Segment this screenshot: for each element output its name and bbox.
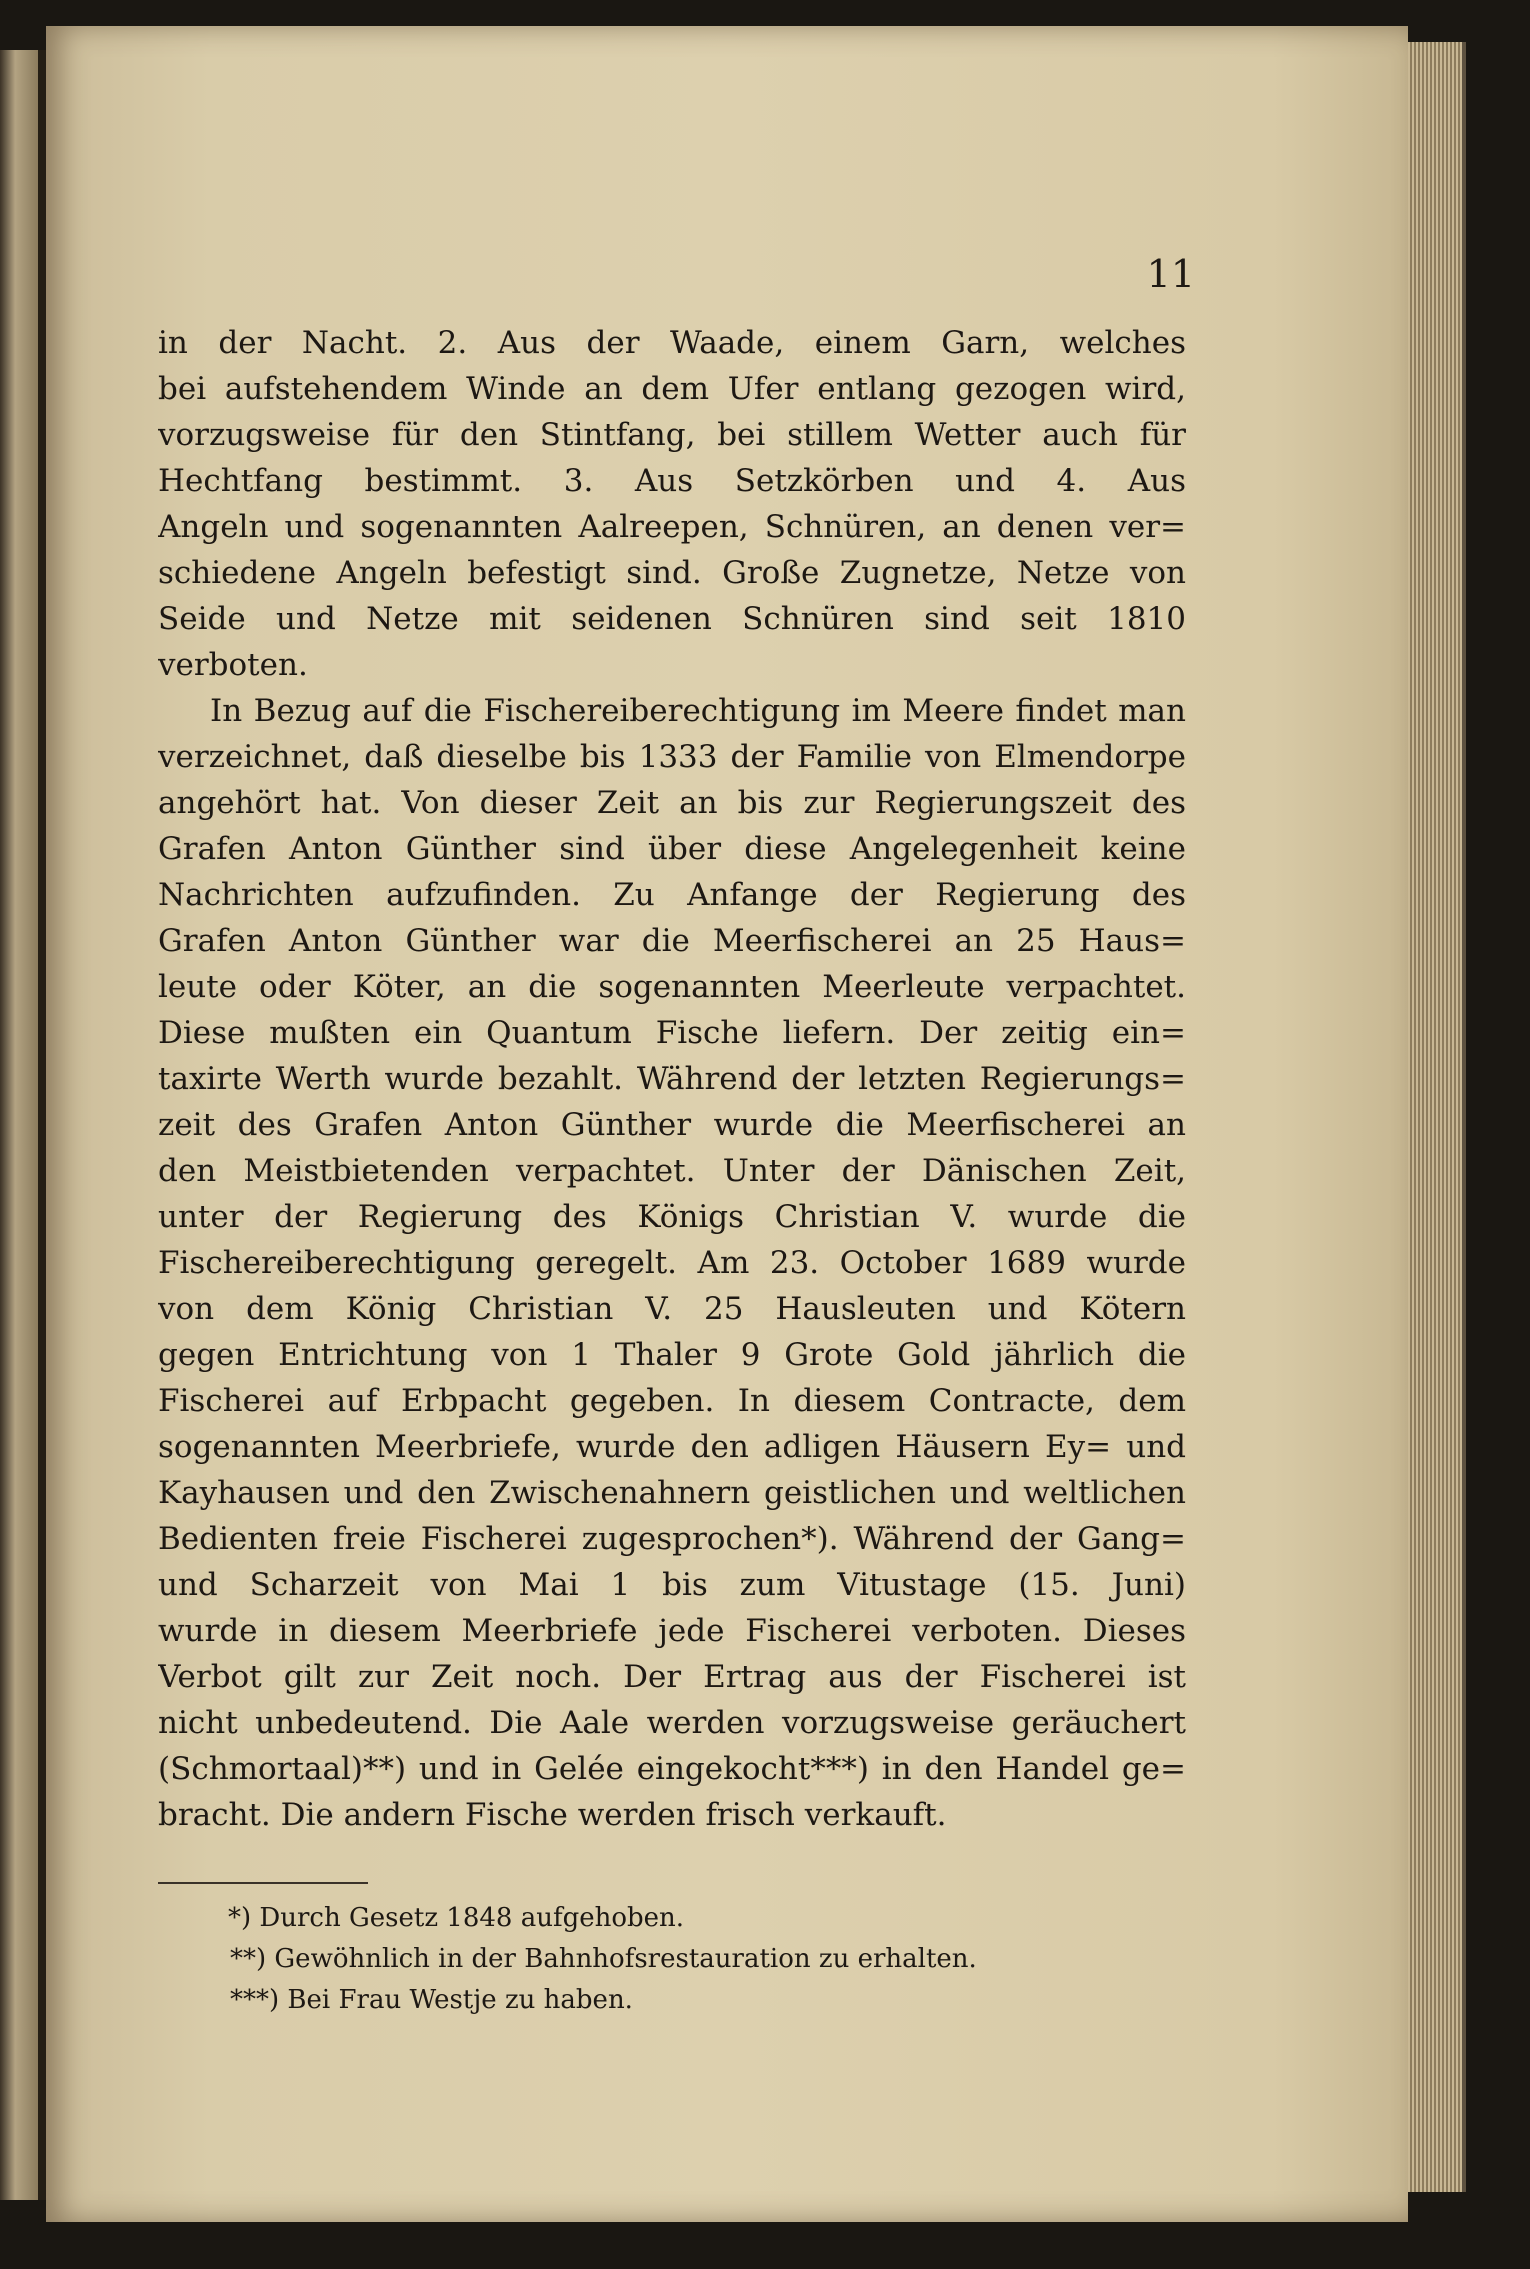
page-number: 11 (1146, 252, 1195, 296)
footnote: **) Gewöhnlich in der Bahnhofsrestauration zu erhalten. (230, 1944, 977, 1974)
text-line: verboten. (158, 647, 308, 683)
text-line: Nachrichten aufzufinden. Zu Anfange der Regierung des (158, 877, 1186, 913)
text-line: bei aufstehendem Winde an dem Ufer entlang gezogen wird, (158, 371, 1186, 407)
text-line: Grafen Anton Günther sind über diese Angelegenheit keine (158, 831, 1186, 867)
text-line: zeit des Grafen Anton Günther wurde die Meerfischerei an (158, 1107, 1186, 1143)
previous-page-edge (0, 50, 38, 2200)
text-line: wurde in diesem Meerbriefe jede Fischerei verboten. Dieses (158, 1613, 1186, 1649)
text-line: taxirte Werth wurde bezahlt. Während der letzten Regierungs= (158, 1061, 1186, 1097)
text-line: Bedienten freie Fischerei zugesprochen*). Während der Gang= (158, 1521, 1186, 1557)
text-line: Fischerei auf Erbpacht gegeben. In diesem Contracte, dem (158, 1383, 1186, 1419)
text-line: und Scharzeit von Mai 1 bis zum Vitustage (15. Juni) (158, 1567, 1186, 1603)
book-gutter (38, 50, 46, 2200)
text-line: vorzugsweise für den Stintfang, bei stillem Wetter auch für (158, 417, 1186, 453)
text-line: verzeichnet, daß dieselbe bis 1333 der Familie von Elmendorpe (158, 739, 1186, 775)
text-line: In Bezug auf die Fischereiberechtigung im Meere findet man (210, 693, 1186, 729)
text-line: angehört hat. Von dieser Zeit an bis zur Regierungszeit des (158, 785, 1186, 821)
text-line: Seide und Netze mit seidenen Schnüren sind seit 1810 (158, 601, 1186, 637)
text-line: den Meistbietenden verpachtet. Unter der Dänischen Zeit, (158, 1153, 1186, 1189)
text-line: nicht unbedeutend. Die Aale werden vorzugsweise geräuchert (158, 1705, 1186, 1741)
text-line: Verbot gilt zur Zeit noch. Der Ertrag aus der Fischerei ist (158, 1659, 1186, 1695)
text-line: in der Nacht. 2. Aus der Waade, einem Garn, welches (158, 325, 1186, 361)
body-text (158, 320, 1186, 1838)
text-line: gegen Entrichtung von 1 Thaler 9 Grote Gold jährlich die (158, 1337, 1186, 1373)
text-line: (Schmortaal)**) und in Gelée eingekocht***) in den Handel ge= (158, 1751, 1186, 1787)
footnote: *) Durch Gesetz 1848 aufgehoben. (228, 1903, 685, 1933)
text-line: Kayhausen und den Zwischenahnern geistlichen und weltlichen (158, 1475, 1186, 1511)
footnote: ***) Bei Frau Westje zu haben. (230, 1985, 633, 2015)
footnotes (158, 1898, 1158, 2021)
text-line: sogenannten Meerbriefe, wurde den adligen Häusern Ey= und (158, 1429, 1186, 1465)
footnote-divider (158, 1882, 368, 1884)
text-line: Hechtfang bestimmt. 3. Aus Setzkörben und 4. Aus (158, 463, 1186, 499)
text-line: Diese mußten ein Quantum Fische liefern. Der zeitig ein= (158, 1015, 1186, 1051)
text-line: von dem König Christian V. 25 Hausleuten und Kötern (158, 1291, 1186, 1327)
text-line: Grafen Anton Günther war die Meerfischerei an 25 Haus= (158, 923, 1186, 959)
text-line: leute oder Köter, an die sogenannten Meerleute verpachtet. (158, 969, 1186, 1005)
text-line: Fischereiberechtigung geregelt. Am 23. October 1689 wurde (158, 1245, 1186, 1281)
text-line: unter der Regierung des Königs Christian V. wurde die (158, 1199, 1186, 1235)
page-stack-edge (1408, 42, 1466, 2192)
text-line: schiedene Angeln befestigt sind. Große Zugnetze, Netze von (158, 555, 1186, 591)
text-line: bracht. Die andern Fische werden frisch verkauft. (158, 1797, 947, 1833)
text-line: Angeln und sogenannten Aalreepen, Schnüren, an denen ver= (158, 509, 1186, 545)
